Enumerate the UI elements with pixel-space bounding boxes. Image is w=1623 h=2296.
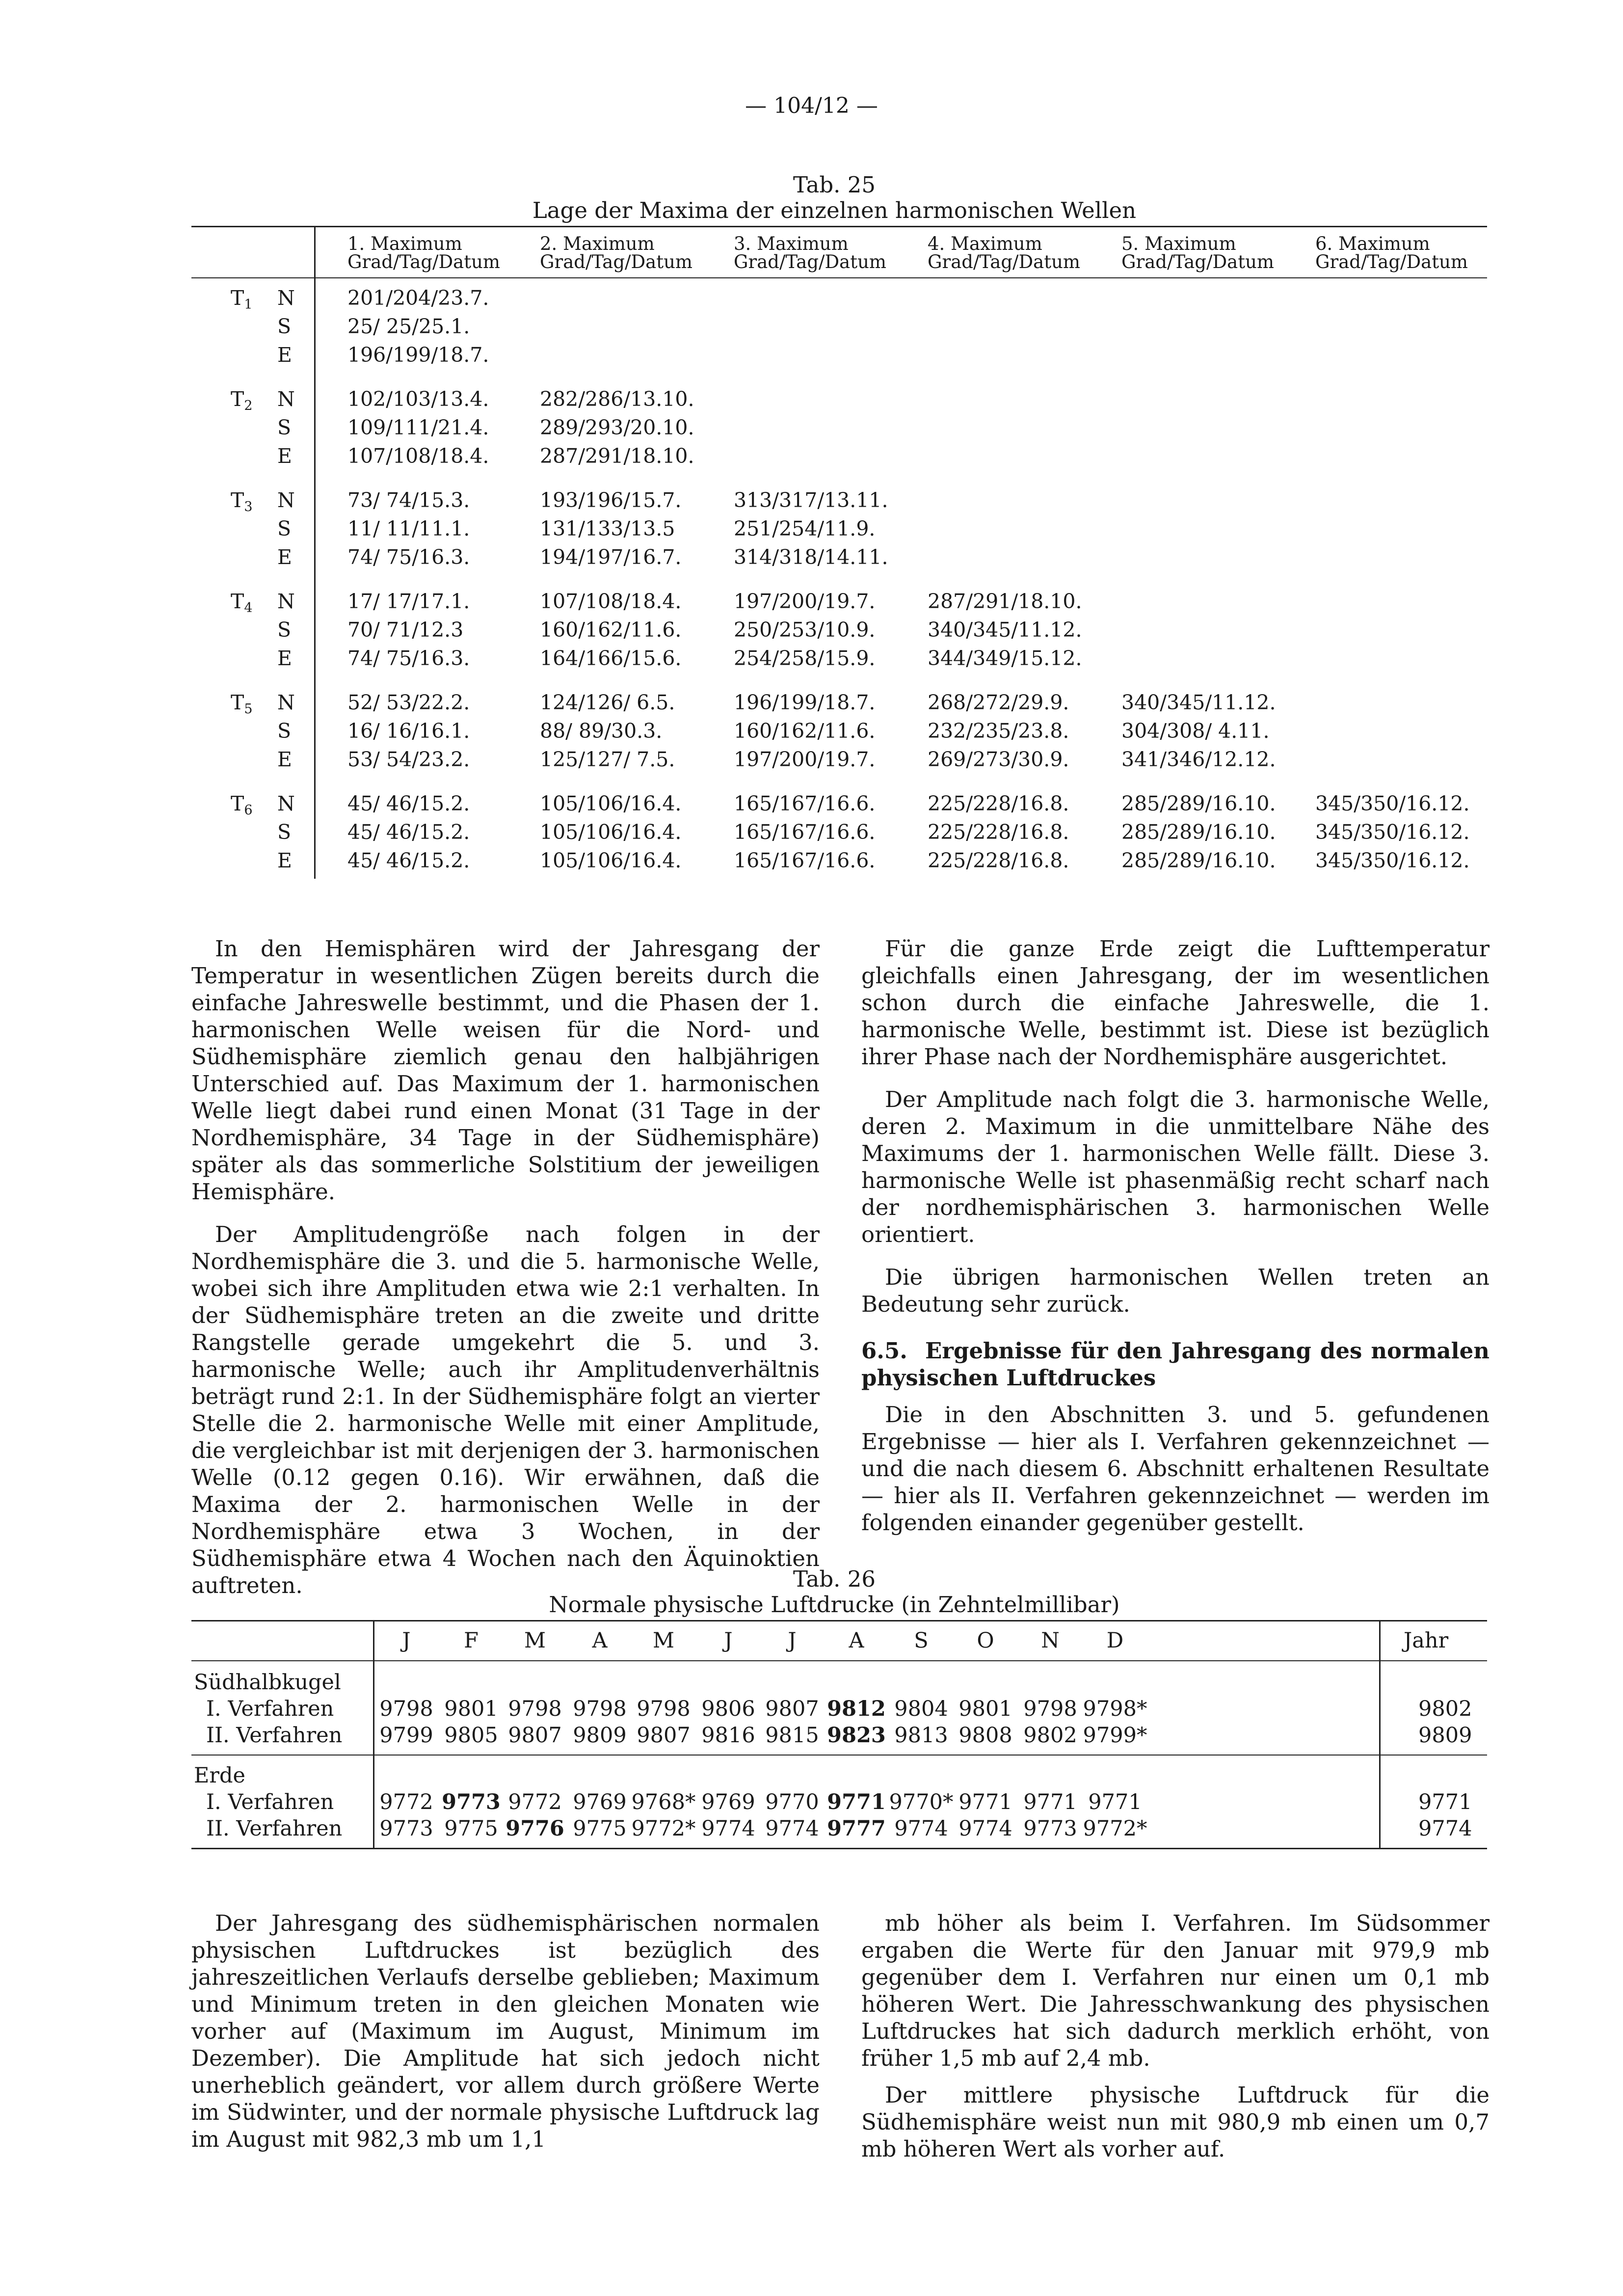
tab25-cell: 165/167/16.6. (734, 792, 876, 815)
tab26-cell: 9801 (958, 1697, 1012, 1721)
tab25-hemisphere: S (277, 315, 292, 338)
tab25-cell: 251/254/11.9. (734, 517, 876, 540)
tab25-title: Lage der Maxima der einzelnen harmonischen Wellen (532, 197, 1137, 223)
tab25-group-index: 1 (244, 297, 253, 312)
tab25-cell: 160/162/11.6. (734, 719, 876, 743)
tab26-cell: 9769 (573, 1790, 627, 1814)
tab26-cell: 9773 (379, 1816, 433, 1841)
tab26-cell: 9807 (637, 1723, 691, 1748)
tab26-cell: 9798 (637, 1697, 691, 1721)
tab26-title: Normale physische Luftdrucke (in Zehntelmillibar) (549, 1592, 1120, 1618)
tab25-hemisphere: E (277, 343, 292, 367)
tab25-cell: 268/272/29.9. (928, 691, 1069, 714)
tab26-group-name: Erde (194, 1763, 245, 1788)
tab25-cell: 107/108/18.4. (540, 590, 682, 613)
tab26-cell: 9775 (444, 1816, 498, 1841)
tab25-hemisphere: N (277, 691, 295, 714)
tab25-cell: 194/197/16.7. (540, 545, 682, 569)
tab25-hemisphere: E (277, 849, 292, 872)
tab26-cell: 9777 (827, 1816, 886, 1841)
tab25-group-index: 2 (244, 398, 253, 413)
tab25-cell: 197/200/19.7. (734, 590, 876, 613)
tab25-col-title: 5. Maximum (1121, 233, 1236, 254)
tab25-cell: 313/317/13.11. (734, 488, 888, 512)
tab25-cell: 165/167/16.6. (734, 820, 876, 844)
tab25-cell: 45/ 46/15.2. (347, 849, 470, 872)
tab25-label-rule (314, 226, 316, 879)
tab25-cell: 52/ 53/22.2. (347, 691, 470, 714)
tab25-col-subtitle: Grad/Tag/Datum (928, 251, 1080, 272)
tab26-cell: 9771 (1088, 1790, 1142, 1814)
tab25-cell: 345/350/16.12. (1315, 792, 1470, 815)
tab25-hemisphere: S (277, 820, 292, 844)
tab25-col-title: 3. Maximum (734, 233, 849, 254)
text-right-column-2 (861, 1910, 1490, 2172)
tab25-cell: 285/289/16.10. (1121, 820, 1276, 844)
tab26-month-header: A (592, 1628, 608, 1653)
paragraph: mb höher als beim I. Verfahren. Im Südsommer ergaben die Werte für den Januar mit 979,9 mb gegenüber dem I. Verfahren nur einen um 0,1 mb höheren Wert. Die Jahresschwankung des physischen Luftdruckes hat sich dadurch merklich erhöht, von früher 1,5 mb auf 2,4 mb. (861, 1910, 1490, 2071)
tab25-cell: 164/166/15.6. (540, 647, 682, 670)
tab25-cell: 73/ 74/15.3. (347, 488, 470, 512)
tab25-cell: 282/286/13.10. (540, 387, 694, 411)
tab25-col-title: 6. Maximum (1315, 233, 1430, 254)
section-number: 6.5. (861, 1338, 907, 1364)
tab25-col-subtitle: Grad/Tag/Datum (1121, 251, 1274, 272)
tab25-cell: 340/345/11.12. (1121, 691, 1276, 714)
paragraph: Der Amplitudengröße nach folgen in der Nordhemisphäre die 3. und die 5. harmonische Welle, wobei sich ihre Amplituden etwa wie 2:1 verhalten. In der Südhemisphäre treten an die zweite und dritte Rangstelle gerade umgekehrt die 5. und 3. harmonische Welle; auch ihr Amplitudenverhältnis beträgt rund 2:1. In der Südhemisphäre folgt an vierter Stelle die 2. harmonische Welle mit einer Amplitude, die vergleichbar ist mit derjenigen der 3. harmonischen Welle (0.12 gegen 0.16). Wir erwähnen, daß die Maxima der 2. harmonischen Welle in der Nordhemisphäre etwa 3 Wochen, in der Südhemisphäre etwa 4 Wochen nach den Äquinoktien auftreten. (191, 1221, 820, 1598)
tab25-cell: 201/204/23.7. (347, 286, 489, 310)
tab26-month-header: O (977, 1628, 994, 1653)
tab25-hemisphere: S (277, 517, 292, 540)
tab26-cell: 9808 (958, 1723, 1012, 1748)
tab25-cell: 341/346/12.12. (1121, 748, 1276, 771)
tab25-cell: 287/291/18.10. (928, 590, 1082, 613)
tab25-cell: 287/291/18.10. (540, 444, 694, 468)
tab25-cell: 105/106/16.4. (540, 849, 682, 872)
tab26-cell: 9798 (1023, 1697, 1077, 1721)
tab25-hemisphere: E (277, 748, 292, 771)
tab25-cell: 165/167/16.6. (734, 849, 876, 872)
tab25-hemisphere: S (277, 719, 292, 743)
tab26-cell: 9774 (958, 1816, 1012, 1841)
tab26-cell: 9798 (379, 1697, 433, 1721)
tab25-group-label: $T_2$ (231, 387, 253, 413)
tab25-cell: 160/162/11.6. (540, 618, 682, 642)
text-left-column-2 (191, 1910, 820, 2162)
tab25-hemisphere: S (277, 416, 292, 439)
tab26-cell: 9798* (1083, 1697, 1147, 1721)
tab26-cell: 9770 (765, 1790, 819, 1814)
tab25-hemisphere: E (277, 647, 292, 670)
tab26-cell: 9815 (765, 1723, 819, 1748)
tab25-col-title: 2. Maximum (540, 233, 655, 254)
tab25-cell: 88/ 89/30.3. (540, 719, 663, 743)
tab26-month-header: A (849, 1628, 864, 1653)
tab25-cell: 225/228/16.8. (928, 849, 1069, 872)
tab25-cell: 196/199/18.7. (734, 691, 876, 714)
tab25-cell: 196/199/18.7. (347, 343, 489, 367)
tab26-cell: 9771 (958, 1790, 1012, 1814)
tab25-cell: 250/253/10.9. (734, 618, 876, 642)
paragraph: Der Amplitude nach folgt die 3. harmonische Welle, deren 2. Maximum in die unmittelbare Nähe des Maximums der 1. harmonischen Welle fällt. Diese 3. harmonische Welle ist phasenmäßig recht scharf nach der nordhemisphärischen 3. harmonischen Welle orientiert. (861, 1086, 1490, 1247)
tab26-month-header: F (464, 1628, 479, 1653)
tab26-cell: 9798 (573, 1697, 627, 1721)
tab25-cell: 345/350/16.12. (1315, 849, 1470, 872)
tab26-month-header: M (524, 1628, 546, 1653)
tab25-cell: 45/ 46/15.2. (347, 792, 470, 815)
tab25-group-label: $T_3$ (231, 488, 253, 514)
tab25-cell: 17/ 17/17.1. (347, 590, 470, 613)
tab26-cell: 9771 (827, 1790, 886, 1814)
tab26-cell: 9799* (1083, 1723, 1147, 1748)
tab25-cell: 16/ 16/16.1. (347, 719, 470, 743)
tab25-cell: 109/111/21.4. (347, 416, 489, 439)
tab26-month-header: N (1041, 1628, 1060, 1653)
tab25-cell: 197/200/19.7. (734, 748, 876, 771)
tab26-year-value: 9809 (1418, 1723, 1472, 1748)
tab26-month-header: M (652, 1628, 675, 1653)
tab26-cell: 9807 (508, 1723, 562, 1748)
tab26-month-header: D (1106, 1628, 1124, 1653)
tab25-group-label: $T_5$ (231, 691, 253, 717)
tab25-group-index: 5 (244, 702, 253, 717)
tab25-cell: 70/ 71/12.3 (347, 618, 464, 642)
tab25-cell: 105/106/16.4. (540, 820, 682, 844)
tab25-col-subtitle: Grad/Tag/Datum (734, 251, 886, 272)
tab25-cell: 285/289/16.10. (1121, 792, 1276, 815)
tab26-cell: 9801 (444, 1697, 498, 1721)
tab26-row-label: I. Verfahren (206, 1790, 334, 1814)
tab25-cell: 131/133/13.5 (540, 517, 675, 540)
tab26-cell: 9809 (573, 1723, 627, 1748)
tab25-hemisphere: N (277, 286, 295, 310)
tab26-cell: 9807 (765, 1697, 819, 1721)
tab25-cell: 107/108/18.4. (347, 444, 489, 468)
tab26-month-header: J (788, 1628, 797, 1653)
tab26-cell: 9776 (506, 1816, 564, 1841)
tab26-month-header: S (914, 1628, 929, 1653)
tab25-cell: 232/235/23.8. (928, 719, 1069, 743)
tab26-cell: 9799 (379, 1723, 433, 1748)
tab26-cell: 9798 (508, 1697, 562, 1721)
tab25-cell: 285/289/16.10. (1121, 849, 1276, 872)
tab26-cell: 9813 (894, 1723, 948, 1748)
tab26-month-header: J (402, 1628, 411, 1653)
tab26-cell: 9774 (765, 1816, 819, 1841)
tab25-cell: 344/349/15.12. (928, 647, 1082, 670)
tab25-cell: 102/103/13.4. (347, 387, 489, 411)
tab25-group-index: 3 (244, 499, 253, 514)
tab26-year-value: 9771 (1418, 1790, 1472, 1814)
tab26-cell: 9775 (573, 1816, 627, 1841)
tab26-group-rule (191, 1755, 1487, 1756)
tab25-cell: 345/350/16.12. (1315, 820, 1470, 844)
tab26-cell: 9816 (701, 1723, 755, 1748)
tab25-group-label: $T_1$ (231, 286, 253, 312)
tab26-cell: 9772 (508, 1790, 562, 1814)
tab26-year-rule (1379, 1620, 1381, 1848)
tab25-group-index: 4 (244, 600, 253, 616)
tab26-cell: 9772* (631, 1816, 696, 1841)
paragraph: Der Jahresgang des südhemisphärischen normalen physischen Luftdruckes ist bezüglich des jahreszeitlichen Verlaufs derselbe geblieben; Maximum und Minimum treten in den gleichen Monaten wie vorher auf (Maximum im August, Minimum im Dezember). Die Amplitude hat sich jedoch nicht unerheblich geändert, vor allem durch größere Werte im Südwinter, und der normale physische Luftdruck lag im August mit 982,3 mb um 1,1 (191, 1910, 820, 2152)
tab26-cell: 9772 (379, 1790, 433, 1814)
tab26-month-header: J (724, 1628, 733, 1653)
tab25-hemisphere: E (277, 444, 292, 468)
tab25-hemisphere: N (277, 590, 295, 613)
tab26-row-label: I. Verfahren (206, 1697, 334, 1721)
section-title: Ergebnisse für den Jahresgang des normalen physischen Luftdruckes (861, 1338, 1490, 1391)
tab25-top-rule (191, 226, 1487, 227)
tab25-col-subtitle: Grad/Tag/Datum (1315, 251, 1468, 272)
paragraph: In den Hemisphären wird der Jahresgang der Temperatur in wesentlichen Zügen bereits durch die einfache Jahreswelle bestimmt, und die Phasen der 1. harmonischen Welle weisen für die Nord- und Südhemisphäre ziemlich genau den halbjährigen Unterschied auf. Das Maximum der 1. harmonischen Welle liegt dabei rund einen Monat (31 Tage in der Nordhemisphäre, 34 Tage in der Südhemisphäre) später als das sommerliche Solstitium der jeweiligen Hemisphäre. (191, 936, 820, 1205)
tab25-group-label: $T_4$ (231, 590, 253, 616)
tab25-cell: 304/308/ 4.11. (1121, 719, 1270, 743)
tab26-group-name: Südhalbkugel (194, 1670, 341, 1695)
tab25-group-label: $T_6$ (231, 792, 253, 818)
tab26-cell: 9773 (442, 1790, 501, 1814)
tab26-cell: 9802 (1023, 1723, 1077, 1748)
tab26-year-header: Jahr (1404, 1628, 1449, 1653)
tab25-cell: 74/ 75/16.3. (347, 545, 470, 569)
section-heading (861, 1337, 1490, 1391)
tab26-cell: 9806 (701, 1697, 755, 1721)
tab26-year-value: 9774 (1418, 1816, 1472, 1841)
tab25-cell: 11/ 11/11.1. (347, 517, 470, 540)
tab25-col-subtitle: Grad/Tag/Datum (347, 251, 500, 272)
text-left-column-1 (191, 935, 820, 1615)
tab25-cell: 340/345/11.12. (928, 618, 1082, 642)
tab25-cell: 25/ 25/25.1. (347, 315, 470, 338)
tab25-cell: 314/318/14.11. (734, 545, 888, 569)
tab26-cell: 9805 (444, 1723, 498, 1748)
tab26-cell: 9773 (1023, 1816, 1077, 1841)
tab25-cell: 225/228/16.8. (928, 820, 1069, 844)
tab26-row-label: II. Verfahren (206, 1723, 343, 1748)
tab25-header-rule (191, 277, 1487, 278)
paragraph: Der mittlere physische Luftdruck für die Südhemisphäre weist nun mit 980,9 mb einen um 0,7 mb höheren Wert als vorher auf. (861, 2082, 1490, 2162)
tab25-cell: 53/ 54/23.2. (347, 748, 470, 771)
tab26-row-label: II. Verfahren (206, 1816, 343, 1841)
tab26-top-rule (191, 1620, 1487, 1621)
tab25-cell: 225/228/16.8. (928, 792, 1069, 815)
tab25-cell: 193/196/15.7. (540, 488, 682, 512)
page-number: — 104/12 — (745, 93, 878, 118)
tab25-hemisphere: E (277, 545, 292, 569)
tab25-cell: 45/ 46/15.2. (347, 820, 470, 844)
tab25-cell: 269/273/30.9. (928, 748, 1069, 771)
tab26-cell: 9772* (1083, 1816, 1147, 1841)
tab25-col-title: 1. Maximum (347, 233, 462, 254)
tab25-col-subtitle: Grad/Tag/Datum (540, 251, 692, 272)
tab26-header-rule (191, 1660, 1487, 1661)
tab26-cell: 9774 (701, 1816, 755, 1841)
tab26-cell: 9768* (631, 1790, 696, 1814)
tab25-cell: 105/106/16.4. (540, 792, 682, 815)
tab25-hemisphere: N (277, 488, 295, 512)
tab25-cell: 125/127/ 7.5. (540, 748, 675, 771)
tab26-cell: 9770* (889, 1790, 954, 1814)
tab25-cell: 74/ 75/16.3. (347, 647, 470, 670)
paragraph: Für die ganze Erde zeigt die Lufttemperatur gleichfalls einen Jahresgang, der im wesentlichen schon durch die einfache Jahreswelle, die 1. harmonische Welle, bestimmt ist. Diese ist bezüglich ihrer Phase nach der Nordhemisphäre ausgerichtet. (861, 936, 1490, 1070)
section-paragraph: Die in den Abschnitten 3. und 5. gefundenen Ergebnisse — hier als I. Verfahren gekennzeichnet — und die nach diesem 6. Abschnitt erhaltenen Resultate — hier als II. Verfahren gekennzeichnet — werden im folgenden einander gegenüber gestellt. (861, 1402, 1490, 1536)
tab25-cell: 124/126/ 6.5. (540, 691, 675, 714)
tab26-label: Tab. 26 (793, 1566, 876, 1592)
tab25-cell: 254/258/15.9. (734, 647, 876, 670)
tab26-year-value: 9802 (1418, 1697, 1472, 1721)
tab26-bottom-rule (191, 1848, 1487, 1849)
tab25-hemisphere: N (277, 792, 295, 815)
tab26-cell: 9774 (894, 1816, 948, 1841)
tab25-cell: 289/293/20.10. (540, 416, 694, 439)
paragraph: Die übrigen harmonischen Wellen treten an Bedeutung sehr zurück. (861, 1264, 1490, 1317)
tab25-hemisphere: S (277, 618, 292, 642)
tab25-group-index: 6 (244, 803, 253, 818)
text-right-column-1 (861, 935, 1490, 1546)
tab25-hemisphere: N (277, 387, 295, 411)
tab26-cell: 9823 (827, 1723, 886, 1748)
tab26-cell: 9804 (894, 1697, 948, 1721)
tab26-cell: 9769 (701, 1790, 755, 1814)
tab26-cell: 9812 (827, 1697, 886, 1721)
tab26-cell: 9771 (1023, 1790, 1077, 1814)
tab25-label: Tab. 25 (793, 172, 876, 198)
tab25-col-title: 4. Maximum (928, 233, 1042, 254)
